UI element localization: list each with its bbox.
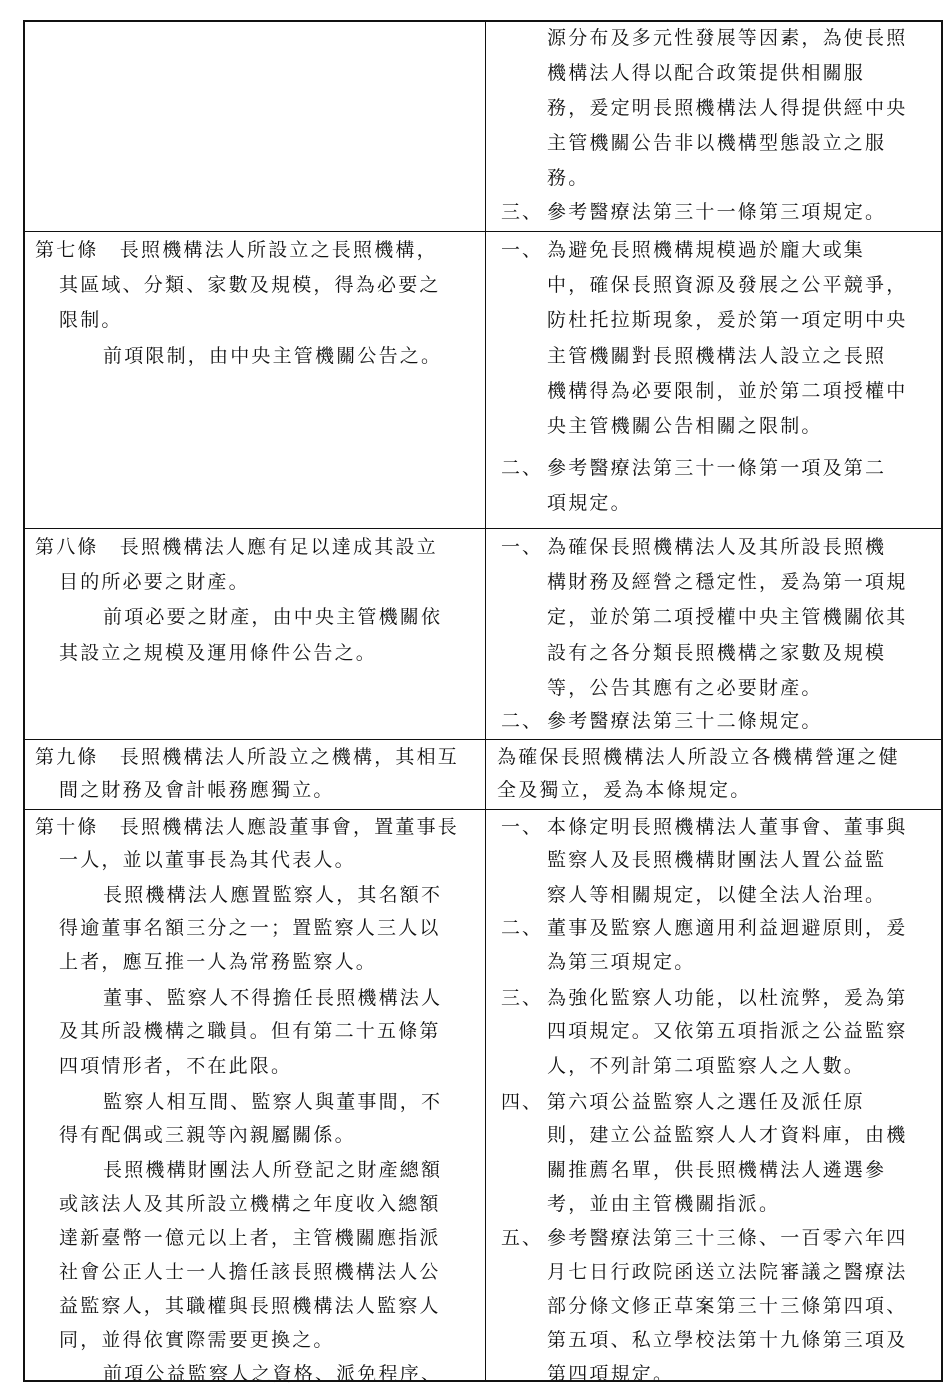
text-line: 為第三項規定。 <box>547 951 696 973</box>
text-line: 得逾董事名額三分之一；置監察人三人以 <box>59 917 441 939</box>
article-heading: 第九條 長照機構法人所設立之機構，其相互 <box>35 746 460 768</box>
item-marker: 三、 <box>501 201 544 223</box>
article-cell <box>25 232 485 528</box>
text-line: 得有配偶或三親等內親屬關係。 <box>59 1124 356 1146</box>
text-line: 為確保長照機構法人及其所設長照機 <box>547 536 887 558</box>
text-line: 長照機構財團法人所登記之財產總額 <box>103 1159 443 1181</box>
text-line: 其區域、分類、家數及規模，得為必要之 <box>59 274 441 296</box>
text-line: 務。 <box>547 167 590 189</box>
text-line: 為確保長照機構法人所設立各機構營運之健 <box>497 746 900 768</box>
text-line: 人，不列計第二項監察人之人數。 <box>547 1055 866 1077</box>
text-line: 主管機關對長照機構法人設立之長照 <box>547 345 887 367</box>
text-line: 設有之各分類長照機構之家數及規模 <box>547 642 887 664</box>
item-marker: 二、 <box>501 917 544 939</box>
item-marker: 二、 <box>501 710 544 732</box>
text-line: 四項情形者，不在此限。 <box>59 1055 293 1077</box>
text-line: 項規定。 <box>547 492 632 514</box>
text-line: 參考醫療法第三十一條第一項及第二 <box>547 457 887 479</box>
text-line: 監察人相互間、監察人與董事間，不 <box>103 1091 443 1113</box>
text-line: 定，並於第二項授權中央主管機關依其 <box>547 606 908 628</box>
table-row <box>25 810 941 1385</box>
text-line: 源分布及多元性發展等因素，為使長照 <box>547 27 908 49</box>
text-line: 董事、監察人不得擔任長照機構法人 <box>103 987 443 1009</box>
text-line: 前項公益監察人之資格、派免程序、 <box>103 1363 443 1385</box>
text-line: 或該法人及其所設立機構之年度收入總額 <box>59 1193 441 1215</box>
text-line: 前項限制，由中央主管機關公告之。 <box>103 345 443 367</box>
text-line: 為避免長照機構規模過於龐大或集 <box>547 239 866 261</box>
text-line: 一人，並以董事長為其代表人。 <box>59 849 356 871</box>
item-marker: 五、 <box>501 1227 544 1249</box>
document-table <box>23 20 943 1385</box>
text-line: 全及獨立，爰為本條規定。 <box>497 779 752 801</box>
text-line: 關推薦名單，供長照機構法人遴選參 <box>547 1159 887 1181</box>
text-line: 防杜托拉斯現象，爰於第一項定明中央 <box>547 309 908 331</box>
article-cell <box>25 740 485 809</box>
article-cell <box>25 529 485 739</box>
text-line: 社會公正人士一人擔任該長照機構法人公 <box>59 1261 441 1283</box>
article-heading: 第十條 長照機構法人應設董事會，置董事長 <box>35 816 460 838</box>
table-row <box>25 232 941 529</box>
item-marker: 三、 <box>501 987 544 1009</box>
text-line: 本條定明長照機構法人董事會、董事與 <box>547 816 908 838</box>
text-line: 前項必要之財產，由中央主管機關依 <box>103 606 443 628</box>
text-line: 第五項、私立學校法第十九條第三項及 <box>547 1329 908 1351</box>
text-line: 央主管機關公告相關之限制。 <box>547 415 823 437</box>
item-marker: 一、 <box>501 239 544 261</box>
text-line: 間之財務及會計帳務應獨立。 <box>59 779 335 801</box>
article-heading: 第七條 長照機構法人所設立之長照機構， <box>35 239 438 261</box>
table-row <box>25 22 941 232</box>
text-line: 中，確保長照資源及發展之公平競爭， <box>547 274 908 296</box>
text-line: 監察人及長照機構財團法人置公益監 <box>547 849 887 871</box>
explanation-cell <box>487 810 943 1385</box>
text-line: 達新臺幣一億元以上者，主管機關應指派 <box>59 1227 441 1249</box>
text-line: 主管機關公告非以機構型態設立之服 <box>547 132 887 154</box>
article-cell <box>25 22 485 231</box>
text-line: 察人等相關規定，以健全法人治理。 <box>547 884 887 906</box>
text-line: 參考醫療法第三十三條、一百零六年四 <box>547 1227 908 1249</box>
text-line: 機構得為必要限制，並於第二項授權中 <box>547 380 908 402</box>
explanation-cell <box>487 529 943 739</box>
text-line: 考，並由主管機關指派。 <box>547 1193 781 1215</box>
table-row <box>25 740 941 810</box>
text-line: 為強化監察人功能，以杜流弊，爰為第 <box>547 987 908 1009</box>
text-line: 董事及監察人應適用利益迴避原則，爰 <box>547 917 908 939</box>
text-line: 同，並得依實際需要更換之。 <box>59 1329 335 1351</box>
text-line: 目的所必要之財產。 <box>59 571 250 593</box>
article-cell <box>25 810 485 1385</box>
item-marker: 二、 <box>501 457 544 479</box>
text-line: 第四項規定。 <box>547 1363 675 1385</box>
item-marker: 一、 <box>501 536 544 558</box>
explanation-cell <box>487 232 943 528</box>
text-line: 益監察人，其職權與長照機構法人監察人 <box>59 1295 441 1317</box>
article-heading: 第八條 長照機構法人應有足以達成其設立 <box>35 536 438 558</box>
text-line: 則，建立公益監察人人才資料庫，由機 <box>547 1124 908 1146</box>
text-line: 第六項公益監察人之選任及派任原 <box>547 1091 866 1113</box>
text-line: 構財務及經營之穩定性，爰為第一項規 <box>547 571 908 593</box>
text-line: 長照機構法人應置監察人，其名額不 <box>103 884 443 906</box>
text-line: 四項規定。又依第五項指派之公益監察 <box>547 1020 908 1042</box>
text-line: 其設立之規模及運用條件公告之。 <box>59 642 378 664</box>
table-row <box>25 529 941 740</box>
text-line: 月七日行政院函送立法院審議之醫療法 <box>547 1261 908 1283</box>
explanation-cell <box>487 22 943 231</box>
text-line: 機構法人得以配合政策提供相關服 <box>547 62 866 84</box>
text-line: 及其所設機構之職員。但有第二十五條第 <box>59 1020 441 1042</box>
item-marker: 一、 <box>501 816 544 838</box>
text-line: 限制。 <box>59 309 123 331</box>
text-line: 務，爰定明長照機構法人得提供經中央 <box>547 97 908 119</box>
explanation-cell <box>487 740 943 809</box>
text-line: 部分條文修正草案第三十三條第四項、 <box>547 1295 908 1317</box>
text-line: 上者，應互推一人為常務監察人。 <box>59 951 378 973</box>
text-line: 等，公告其應有之必要財產。 <box>547 677 823 699</box>
text-line: 參考醫療法第三十一條第三項規定。 <box>547 201 887 223</box>
item-marker: 四、 <box>501 1091 544 1113</box>
text-line: 參考醫療法第三十二條規定。 <box>547 710 823 732</box>
